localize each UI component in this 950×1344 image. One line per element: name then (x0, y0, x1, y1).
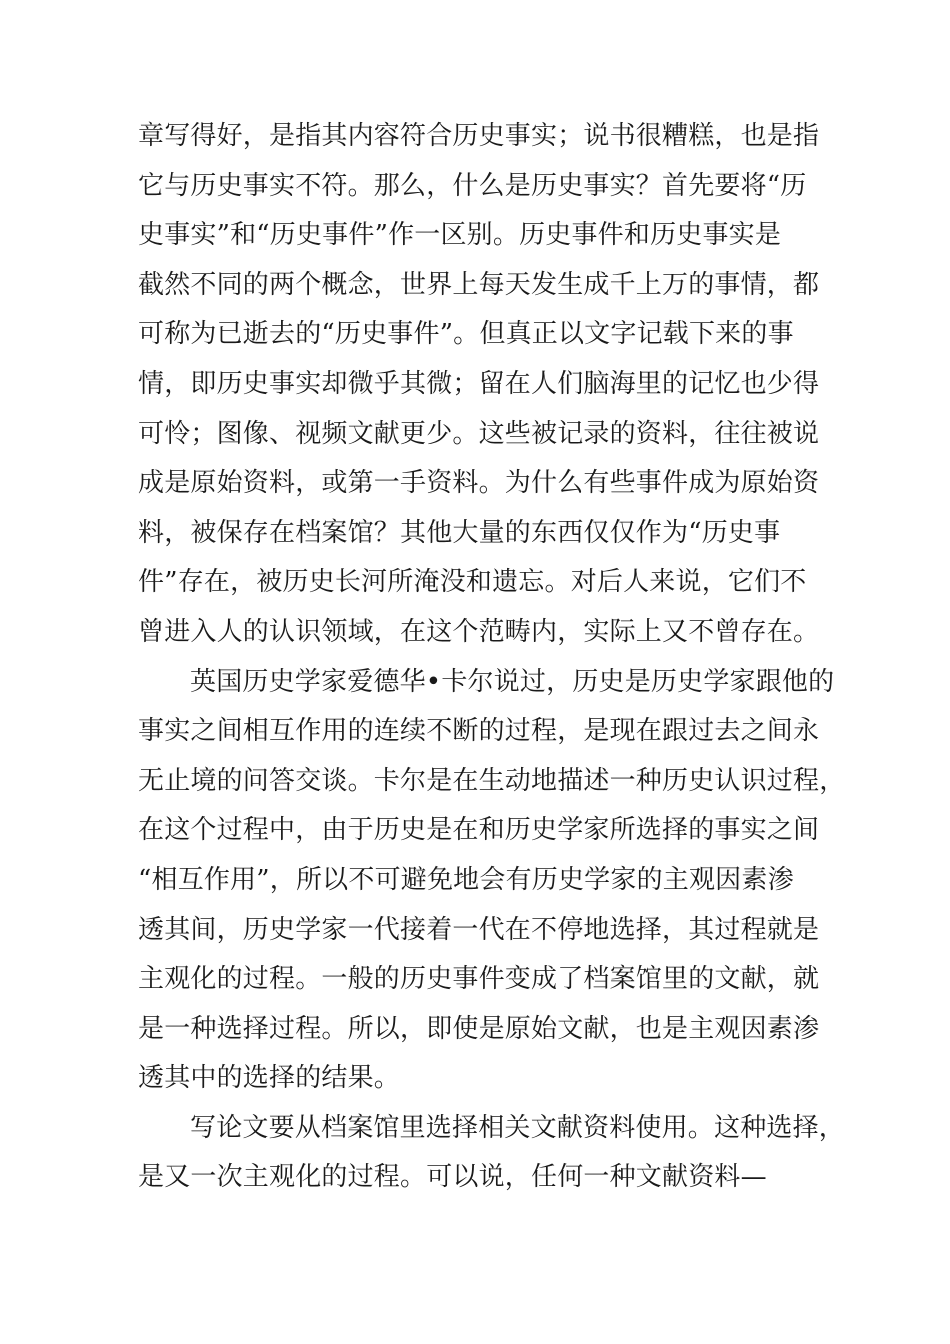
text-line: 是一种选择过程。所以，即使是原始文献，也是主观因素渗 (138, 1013, 820, 1044)
text-line: 可怜；图像、视频文献更少。这些被记录的资料，往往被说 (138, 418, 820, 449)
paragraph-2 (138, 658, 846, 1104)
text-line: 透其中的选择的结果。 (138, 1063, 401, 1094)
paragraph-1 (138, 112, 818, 658)
text-line: 截然不同的两个概念，世界上每天发生成千上万的事情，都 (138, 269, 820, 300)
text-line: 写论文要从档案馆里选择相关文献资料使用。这种选择， (190, 1112, 846, 1143)
paragraph-3 (138, 1104, 846, 1203)
text-line: 成是原始资料，或第一手资料。为什么有些事件成为原始资 (138, 468, 820, 499)
text-line: 无止境的问答交谈。卡尔是在生动地描述一种历史认识过程， (138, 765, 846, 796)
text-line: 透其间，历史学家一代接着一代在不停地选择，其过程就是 (138, 914, 820, 945)
text-line: “相互作用”，所以不可避免地会有历史学家的主观因素渗 (138, 864, 794, 895)
text-line: 情，即历史事实却微乎其微；留在人们脑海里的记忆也少得 (138, 368, 820, 399)
text-line: 曾进入人的认识领域，在这个范畴内，实际上又不曾存在。 (138, 616, 820, 647)
text-line: 在这个过程中，由于历史是在和历史学家所选择的事实之间 (138, 815, 820, 846)
text-line: 章写得好，是指其内容符合历史事实；说书很糟糕，也是指 (138, 121, 820, 151)
text-line: 件”存在，被历史长河所淹没和遗忘。对后人来说，它们不 (138, 567, 807, 598)
text-line: 可称为已逝去的“历史事件”。但真正以文字记载下来的事 (138, 319, 794, 350)
text-line: 英国历史学家爱德华•卡尔说过，历史是历史学家跟他的 (190, 666, 835, 697)
text-line: 主观化的过程。一般的历史事件变成了档案馆里的文献，就 (138, 964, 820, 995)
text-line: 料，被保存在档案馆？其他大量的东西仅仅作为“历史事 (138, 517, 781, 548)
text-line: 事实之间相互作用的连续不断的过程，是现在跟过去之间永 (138, 716, 820, 747)
document-body (138, 112, 846, 1203)
text-line: 是又一次主观化的过程。可以说，任何一种文献资料— (138, 1162, 767, 1193)
text-line: 它与历史事实不符。那么，什么是历史事实？首先要将“历 (138, 170, 807, 201)
text-line: 史事实”和“历史事件”作一区别。历史事件和历史事实是 (138, 220, 782, 251)
